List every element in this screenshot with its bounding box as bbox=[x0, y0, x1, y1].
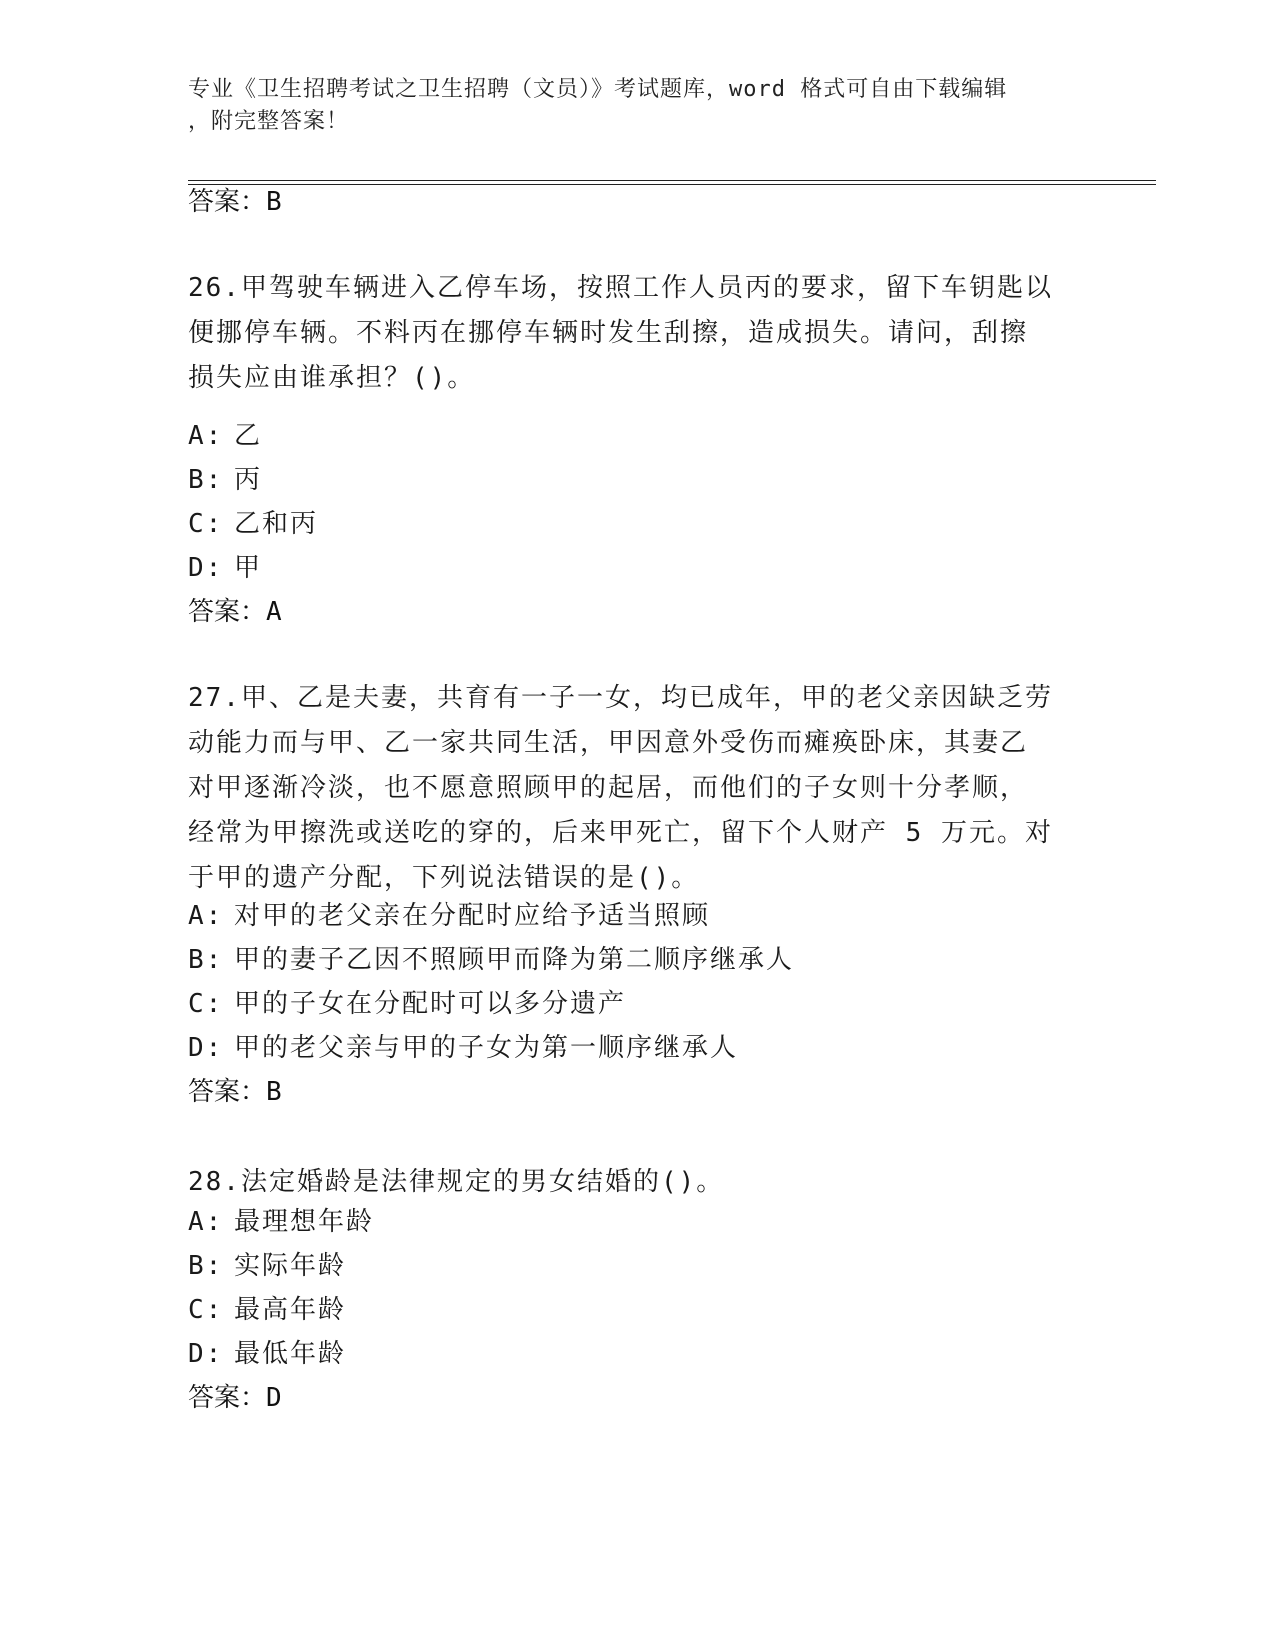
question-28-text bbox=[188, 1160, 1088, 1205]
option-key: D: bbox=[188, 1033, 224, 1063]
question-line: 便挪停车辆。不料丙在挪停车辆时发生刮擦，造成损失。请问，刮擦 bbox=[188, 318, 1029, 348]
option-key: B: bbox=[188, 1251, 224, 1281]
header-line-2: ，附完整答案！ bbox=[188, 109, 350, 134]
option-key: D: bbox=[188, 553, 224, 583]
question-line: 26.甲驾驶车辆进入乙停车场，按照工作人员丙的要求，留下车钥匙以 bbox=[188, 273, 1053, 303]
header-line-1: 专业《卫生招聘考试之卫生招聘（文员）》考试题库，word 格式可自由下载编辑 bbox=[188, 77, 1008, 102]
option-text: 实际年龄 bbox=[234, 1251, 347, 1281]
question-26-option-b bbox=[188, 462, 262, 498]
question-28-option-c bbox=[188, 1292, 346, 1328]
answer-25: 答案：B bbox=[188, 187, 282, 217]
question-line: 28.法定婚龄是法律规定的男女结婚的()。 bbox=[188, 1167, 725, 1197]
option-text: 最理想年龄 bbox=[234, 1207, 375, 1237]
option-text: 乙和丙 bbox=[234, 509, 319, 539]
question-line: 于甲的遗产分配，下列说法错误的是()。 bbox=[188, 863, 700, 893]
option-key: B: bbox=[188, 465, 224, 495]
question-line: 动能力而与甲、乙一家共同生活，甲因意外受伤而瘫痪卧床，其妻乙 bbox=[188, 728, 1029, 758]
question-26-text bbox=[188, 266, 1088, 401]
question-26-option-d bbox=[188, 550, 262, 586]
question-27-option-c bbox=[188, 986, 626, 1022]
question-27-option-b bbox=[188, 942, 794, 978]
option-key: D: bbox=[188, 1339, 224, 1369]
option-text: 乙 bbox=[234, 421, 263, 451]
question-28-option-b bbox=[188, 1248, 346, 1284]
header-divider-top bbox=[188, 180, 1156, 181]
question-line: 经常为甲擦洗或送吃的穿的，后来甲死亡，留下个人财产 5 万元。对 bbox=[188, 818, 1053, 848]
question-26-option-a bbox=[188, 418, 262, 454]
answer-28: 答案：D bbox=[188, 1383, 282, 1413]
option-key: A: bbox=[188, 421, 224, 451]
answer-27: 答案：B bbox=[188, 1077, 282, 1107]
option-text: 甲的妻子乙因不照顾甲而降为第二顺序继承人 bbox=[234, 945, 795, 975]
option-key: C: bbox=[188, 509, 224, 539]
option-text: 最高年龄 bbox=[234, 1295, 347, 1325]
document-header bbox=[188, 74, 1088, 138]
option-text: 甲的子女在分配时可以多分遗产 bbox=[234, 989, 627, 1019]
question-27-text bbox=[188, 676, 1088, 901]
question-line: 损失应由谁承担？()。 bbox=[188, 363, 476, 393]
question-line: 对甲逐渐冷淡，也不愿意照顾甲的起居，而他们的子女则十分孝顺， bbox=[188, 773, 1029, 803]
option-key: A: bbox=[188, 1207, 224, 1237]
option-key: B: bbox=[188, 945, 224, 975]
option-text: 丙 bbox=[234, 465, 263, 495]
option-key: C: bbox=[188, 1295, 224, 1325]
question-line: 27.甲、乙是夫妻，共育有一子一女，均已成年，甲的老父亲因缺乏劳 bbox=[188, 683, 1053, 713]
option-text: 对甲的老父亲在分配时应给予适当照顾 bbox=[234, 901, 711, 931]
option-text: 甲的老父亲与甲的子女为第一顺序继承人 bbox=[234, 1033, 739, 1063]
question-27-option-a bbox=[188, 898, 710, 934]
option-text: 最低年龄 bbox=[234, 1339, 347, 1369]
question-26-option-c bbox=[188, 506, 318, 542]
question-28-option-d bbox=[188, 1336, 346, 1372]
question-27-option-d bbox=[188, 1030, 738, 1066]
header-divider-bottom bbox=[188, 184, 1156, 185]
option-key: C: bbox=[188, 989, 224, 1019]
question-28-option-a bbox=[188, 1204, 374, 1240]
option-text: 甲 bbox=[234, 553, 263, 583]
answer-26: 答案：A bbox=[188, 597, 282, 627]
option-key: A: bbox=[188, 901, 224, 931]
